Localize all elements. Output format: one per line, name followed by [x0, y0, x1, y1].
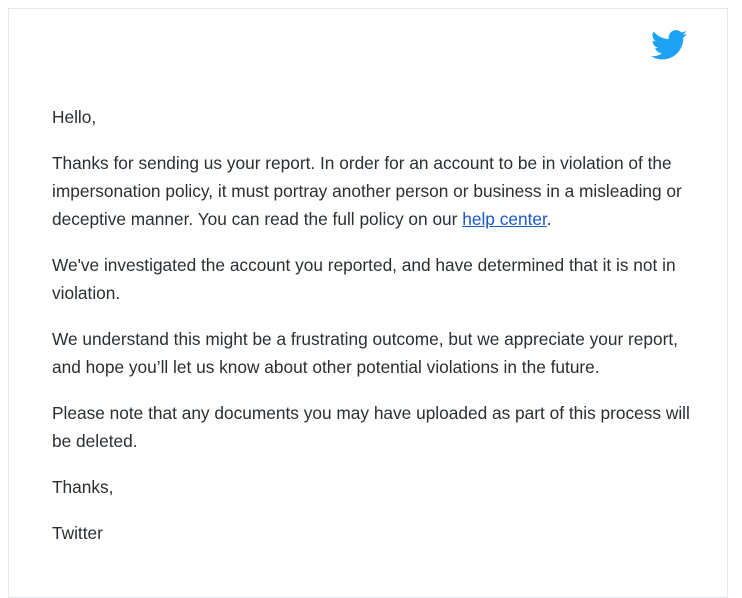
signature: Twitter: [52, 523, 103, 543]
paragraph-investigation: We've investigated the account you reported, and have determined that it is not in violation.: [52, 255, 676, 303]
paragraph-policy-text: Thanks for sending us your report. In order for an account to be in violation of the impersonation policy, it must portray another person or business in a misleading or deceptive manner. You can read the full policy on our: [52, 153, 682, 229]
twitter-bird-icon: [651, 30, 687, 60]
paragraph-policy: [52, 149, 692, 233]
paragraph-outcome: We understand this might be a frustrating outcome, but we appreciate your report, and hope you’ll let us know about other potential violations in the future.: [52, 329, 678, 377]
email-body: [52, 103, 692, 565]
paragraph-policy-end: .: [546, 209, 552, 229]
signoff: Thanks,: [52, 477, 114, 497]
email-card: [8, 8, 728, 598]
greeting: Hello,: [52, 107, 97, 127]
help-center-link[interactable]: help center: [462, 209, 547, 229]
paragraph-documents: Please note that any documents you may have uploaded as part of this process will be deleted.: [52, 403, 690, 451]
